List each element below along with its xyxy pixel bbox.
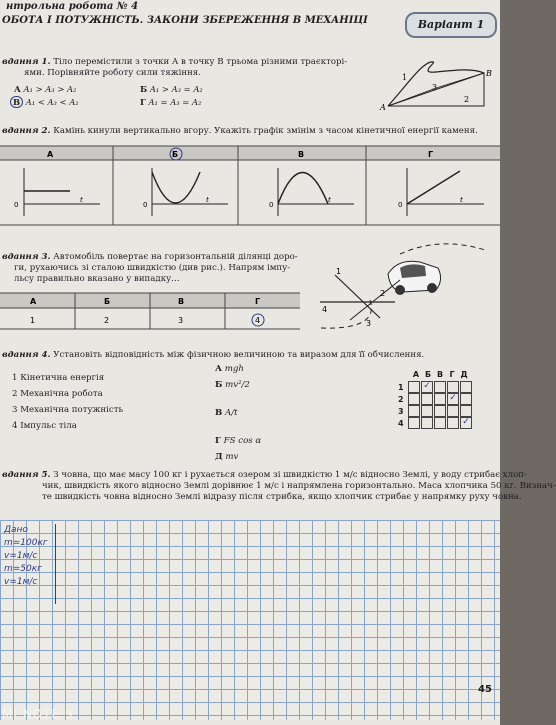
task3-arrow-1-line — [335, 275, 380, 318]
task4-right-expr-v: A/t — [225, 408, 238, 418]
task2-graph-v-t: t — [328, 196, 331, 204]
task4-left-item-1: 1 Кінетична енергія — [12, 373, 105, 383]
task1-option-b-letter: Б — [140, 84, 148, 94]
task2-graph-b-t: t — [206, 196, 209, 204]
task4-cell[interactable] — [408, 393, 420, 405]
task2-header-a: А — [47, 150, 54, 159]
worksheet-title-line1: нтрольна робота № 4 — [6, 1, 139, 12]
task4-right-list — [215, 364, 261, 468]
variant-badge: Варіант 1 — [405, 12, 497, 38]
task1-fig-label-2: 2 — [464, 95, 470, 104]
task5-label: вдання 5. — [2, 470, 51, 480]
task4-cell[interactable]: ✓ — [447, 393, 459, 405]
handwriting-line-2: m=100кг — [4, 538, 48, 548]
task4-cell[interactable] — [460, 405, 472, 417]
task1-option-a — [14, 84, 76, 94]
task3-fig-label-1: 1 — [336, 267, 342, 276]
task4-right-letter-b: Б — [215, 380, 223, 390]
task1-option-b-text: A₁ > A₃ = A₂ — [149, 84, 203, 94]
task1-trajectory-figure — [376, 56, 496, 114]
task4-right-item-a — [215, 364, 261, 380]
task1-option-b — [140, 84, 203, 94]
task2-header-v: В — [298, 150, 305, 159]
task2-graph-a-t: t — [80, 196, 83, 204]
task4-grid-header — [398, 370, 473, 379]
task4-cell[interactable] — [408, 417, 420, 429]
handwriting-line-4: m=50кг — [4, 564, 42, 574]
task4-cell[interactable] — [460, 393, 472, 405]
task1-option-a-letter: А — [14, 84, 21, 94]
task1-text-line1: Тіло перемістили з точки A в точку B трьома різними траєкторі- — [53, 57, 348, 67]
task4-cell[interactable]: ✓ — [421, 381, 433, 393]
task4-label: вдання 4. — [2, 350, 51, 360]
task3-value-3: 3 — [178, 316, 184, 325]
task4-left-item-2: 2 Механічна робота — [12, 389, 103, 399]
handwritten-divider — [55, 524, 56, 604]
task4-right-item-v — [215, 408, 261, 436]
task3-label: вдання 3. — [2, 252, 51, 262]
task1-fig-label-3: 3 — [432, 83, 438, 92]
task1-text — [2, 57, 362, 79]
task3-fig-label-4: 4 — [322, 305, 328, 314]
task3-fig-label-2: 2 — [380, 289, 386, 298]
task4-grid-header-a: А — [412, 370, 420, 379]
task3-header-v: В — [178, 297, 185, 306]
task4-cell[interactable] — [434, 417, 446, 429]
task3-header-g: Г — [255, 297, 261, 306]
task2-graph-a — [14, 168, 100, 216]
task5-text-line1: З човна, що має масу 100 кг і рухається озером зі швидкістю 1 м/с відносно Землі, у воду стрибає хлоп- — [53, 470, 527, 480]
task3-value-1: 1 — [30, 316, 36, 325]
task4-right-item-g — [215, 436, 261, 452]
task2-header-g: Г — [428, 150, 434, 159]
task4-grid-row-1[interactable] — [398, 381, 473, 393]
task2-graph-g-t: t — [460, 196, 463, 204]
task2-table-header-bg — [0, 146, 500, 160]
task4-cell[interactable] — [408, 405, 420, 417]
task4-text — [2, 350, 497, 361]
task2-header-b: Б — [172, 150, 179, 159]
task2-text — [2, 126, 497, 137]
task2-graph-v — [269, 168, 354, 216]
task3-text-line3: льсу правильно вказано у випадку… — [14, 274, 180, 284]
task3-value-4: 4 — [255, 316, 261, 325]
task1-fig-label-1: 1 — [402, 73, 408, 82]
task2-graph-g-zero: 0 — [398, 201, 403, 209]
worksheet-title-line2: ОБОТА І ПОТУЖНІСТЬ. ЗАКОНИ ЗБЕРЕЖЕННЯ В МЕХАНІЦІ — [2, 15, 368, 26]
task4-grid-row-2[interactable] — [398, 393, 473, 405]
task4-cell[interactable] — [434, 405, 446, 417]
answer-grid-area[interactable] — [0, 520, 500, 720]
task2-graph-v-zero: 0 — [269, 201, 274, 209]
task3-car-figure — [310, 240, 495, 332]
task4-cell[interactable] — [434, 381, 446, 393]
task4-text-body: Установіть відповідність між фізичною величиною та виразом для її обчислення. — [53, 350, 425, 360]
handwritten-given — [4, 524, 48, 589]
task1-option-g-letter: Г — [140, 97, 146, 107]
task4-grid-row-label-2: 2 — [398, 394, 404, 404]
task4-right-letter-a: А — [215, 364, 222, 374]
task4-grid-header-d: Д — [460, 370, 468, 379]
task4-grid-row-label-3: 3 — [398, 406, 404, 416]
task4-cell[interactable] — [434, 393, 446, 405]
task4-answer-grid — [398, 370, 473, 429]
task3-header-b: Б — [104, 297, 111, 306]
task4-grid-row-3[interactable] — [398, 405, 473, 417]
task4-cell[interactable]: ✓ — [460, 417, 472, 429]
task1-option-v — [10, 97, 79, 107]
task5-text-line2: чик, швидкість якого відносно Землі дорівнює 1 м/с і напрямлена горизонтально. Маса хлопчика 50 кг. Визнач- — [42, 481, 556, 491]
task1-text-line2: ями. Порівняйте роботу сили тяжіння. — [24, 68, 201, 78]
task3-text-line2: ги, рухаючись зі сталою швидкістю (див рис.). Напрям імпу- — [14, 263, 291, 273]
task4-cell[interactable] — [447, 417, 459, 429]
page-number: 45 — [478, 684, 492, 695]
task4-left-item-4: 4 Імпульс тіла — [12, 421, 77, 431]
task1-option-v-text: A₁ < A₃ < A₂ — [25, 97, 79, 107]
task1-option-g — [140, 97, 201, 107]
task4-grid-row-label-4: 4 — [398, 418, 404, 428]
task4-right-expr-g: FS cos α — [223, 436, 262, 446]
task4-right-letter-g: Г — [215, 436, 221, 446]
task1-option-g-text: A₁ = A₃ = A₂ — [148, 97, 202, 107]
task4-right-expr-b: mv²/2 — [225, 380, 250, 390]
car-icon — [388, 261, 441, 295]
handwriting-line-5: v=1м/с — [4, 577, 38, 587]
task3-value-2: 2 — [104, 316, 110, 325]
handwriting-line-3: v=1м/с — [4, 551, 38, 561]
task3-text-line1: Автомобіль повертає на горизонтальній ділянці доро- — [53, 252, 298, 262]
task2-graph-a-zero: 0 — [14, 201, 19, 209]
task4-left-item-3: 3 Механічна потужність — [12, 405, 124, 415]
task2-graphs-table — [0, 146, 500, 226]
task2-label: вдання 2. — [2, 126, 51, 136]
task4-right-letter-v: В — [215, 408, 223, 418]
task4-left-list — [12, 370, 123, 434]
task1-label: вдання 1. — [2, 57, 51, 67]
task3-header-a: А — [30, 297, 37, 306]
task1-fig-label-a: A — [380, 103, 386, 112]
device-watermark: MI NOTE 9 — [2, 707, 74, 721]
task4-grid-header-g: Г — [449, 370, 455, 379]
task4-cell[interactable] — [447, 405, 459, 417]
task4-right-expr-a: mgh — [224, 364, 244, 374]
task4-right-item-b — [215, 380, 261, 408]
task4-cell[interactable] — [421, 417, 433, 429]
task3-text — [2, 252, 312, 285]
task2-text-body: Камінь кинули вертикально вгору. Укажіть графік змінім з часом кінетичної енергії каменя. — [53, 126, 478, 136]
task5-text-line3: те швидкість човна відносно Землі відразу після стрибка, якщо хлопчик стрибає у напрямку руху човна. — [42, 492, 522, 502]
task4-cell[interactable] — [421, 393, 433, 405]
task2-graph-b-zero: 0 — [143, 201, 148, 209]
task4-grid-row-4[interactable] — [398, 417, 473, 429]
task3-answer-table — [0, 293, 300, 331]
task2-graph-g — [398, 168, 484, 216]
task2-graph-b — [143, 168, 228, 216]
task4-grid-row-label-1: 1 — [398, 382, 404, 392]
task5-text — [2, 470, 556, 503]
task4-grid-header-b: Б — [424, 370, 432, 379]
task4-right-item-d — [215, 452, 261, 468]
task3-fig-label-3: 3 — [366, 319, 372, 328]
task4-cell[interactable] — [421, 405, 433, 417]
task1-option-a-text: A₁ > A₃ > A₂ — [23, 84, 77, 94]
handwriting-line-1: Дано — [4, 525, 28, 535]
task4-cell[interactable] — [447, 381, 459, 393]
task4-right-expr-d: mv — [225, 452, 239, 462]
task4-grid-header-v: В — [436, 370, 444, 379]
task1-option-v-letter: В — [10, 96, 23, 108]
task4-cell[interactable] — [408, 381, 420, 393]
task4-cell[interactable] — [460, 381, 472, 393]
task4-right-letter-d: Д — [215, 452, 223, 462]
task1-fig-label-b: B — [486, 69, 492, 78]
